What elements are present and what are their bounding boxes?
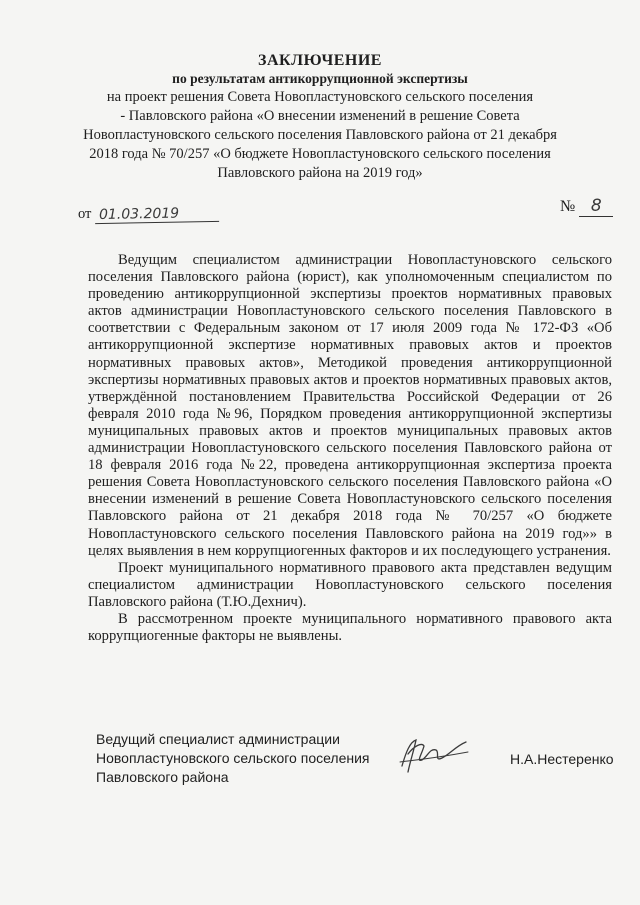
document-subtitle: по результатам антикоррупционной экспертизы [172, 71, 468, 86]
document-body [88, 252, 612, 645]
document-title: ЗАКЛЮЧЕНИЕ [258, 52, 382, 69]
date-prefix: от [78, 206, 92, 222]
body-paragraph-3: В рассмотренном проекте муниципального нормативного правового акта коррупциогенные факторы не выявлены. [88, 610, 612, 645]
signer-name: Н.А.Нестеренко [510, 751, 614, 767]
subject-line: Павловского района на 2019 год» [217, 165, 423, 181]
subject-line: - Павловского района «О внесении изменений в решение Совета [120, 108, 520, 124]
handwritten-signature [396, 732, 472, 780]
signature-position-line: Павловского района [96, 769, 229, 785]
number-prefix: № [560, 198, 576, 215]
subject-line: 2018 года № 70/257 «О бюджете Новопластуновского сельского поселения [89, 146, 551, 162]
signature-position-block [96, 730, 370, 787]
date-value: 01.03.2019 [95, 205, 219, 224]
subject-line: на проект решения Совета Новопластуновского сельского поселения [106, 89, 534, 105]
number-row [560, 196, 613, 217]
subject-line: Новопластуновского сельского поселения Павловского района от 21 декабря [83, 127, 557, 143]
body-paragraph-1: Ведущим специалистом администрации Новопластуновского сельского поселения Павловского района (юрист), как уполномоченным специалистом по проведению антикоррупционной экспертизы проектов нормативных правовых актов администрации Новопластуновского сельского поселения Павловского в соответствии с Федеральным законом от 17 июля 2009 года № 172-ФЗ «Об антикоррупционной экспертизе нормативных правовых актов и проектов нормативных правовых актов», Методикой проведения антикоррупционной экспертизы нормативных правовых актов и проектов нормативных правовых актов, утверждённой постановлением Правительства Российской Федерации от 26 февраля 2010 года №96, Порядком проведения антикоррупционной экспертизы муниципальных правовых актов и проектов муниципальных правовых актов администрации Новопластуновского сельского поселения Павловского района от 18 февраля 2016 года №22, проведена антикоррупционная экспертиза проекта решения Совета Новопластуновского сельского поселения Павловского района «О внесении изменений в решение Совета Новопластуновского сельского поселения Павловского района от 21 декабря 2018 года № 70/257 «О бюджете Новопластуновского сельского поселения Павловского района на 2019 год»» в целях выявления в нем коррупциогенных факторов и их последующего устранения. [88, 252, 612, 559]
signature-position-line: Ведущий специалист администрации [96, 731, 340, 747]
body-paragraph-2: Проект муниципального нормативного правового акта представлен ведущим специалистом администрации Новопластуновского сельского поселения Павловского района (Т.Ю.Дехнич). [88, 559, 612, 610]
number-value: 8 [579, 196, 613, 217]
date-row [78, 206, 219, 223]
signature-position-line: Новопластуновского сельского поселения [96, 750, 370, 766]
